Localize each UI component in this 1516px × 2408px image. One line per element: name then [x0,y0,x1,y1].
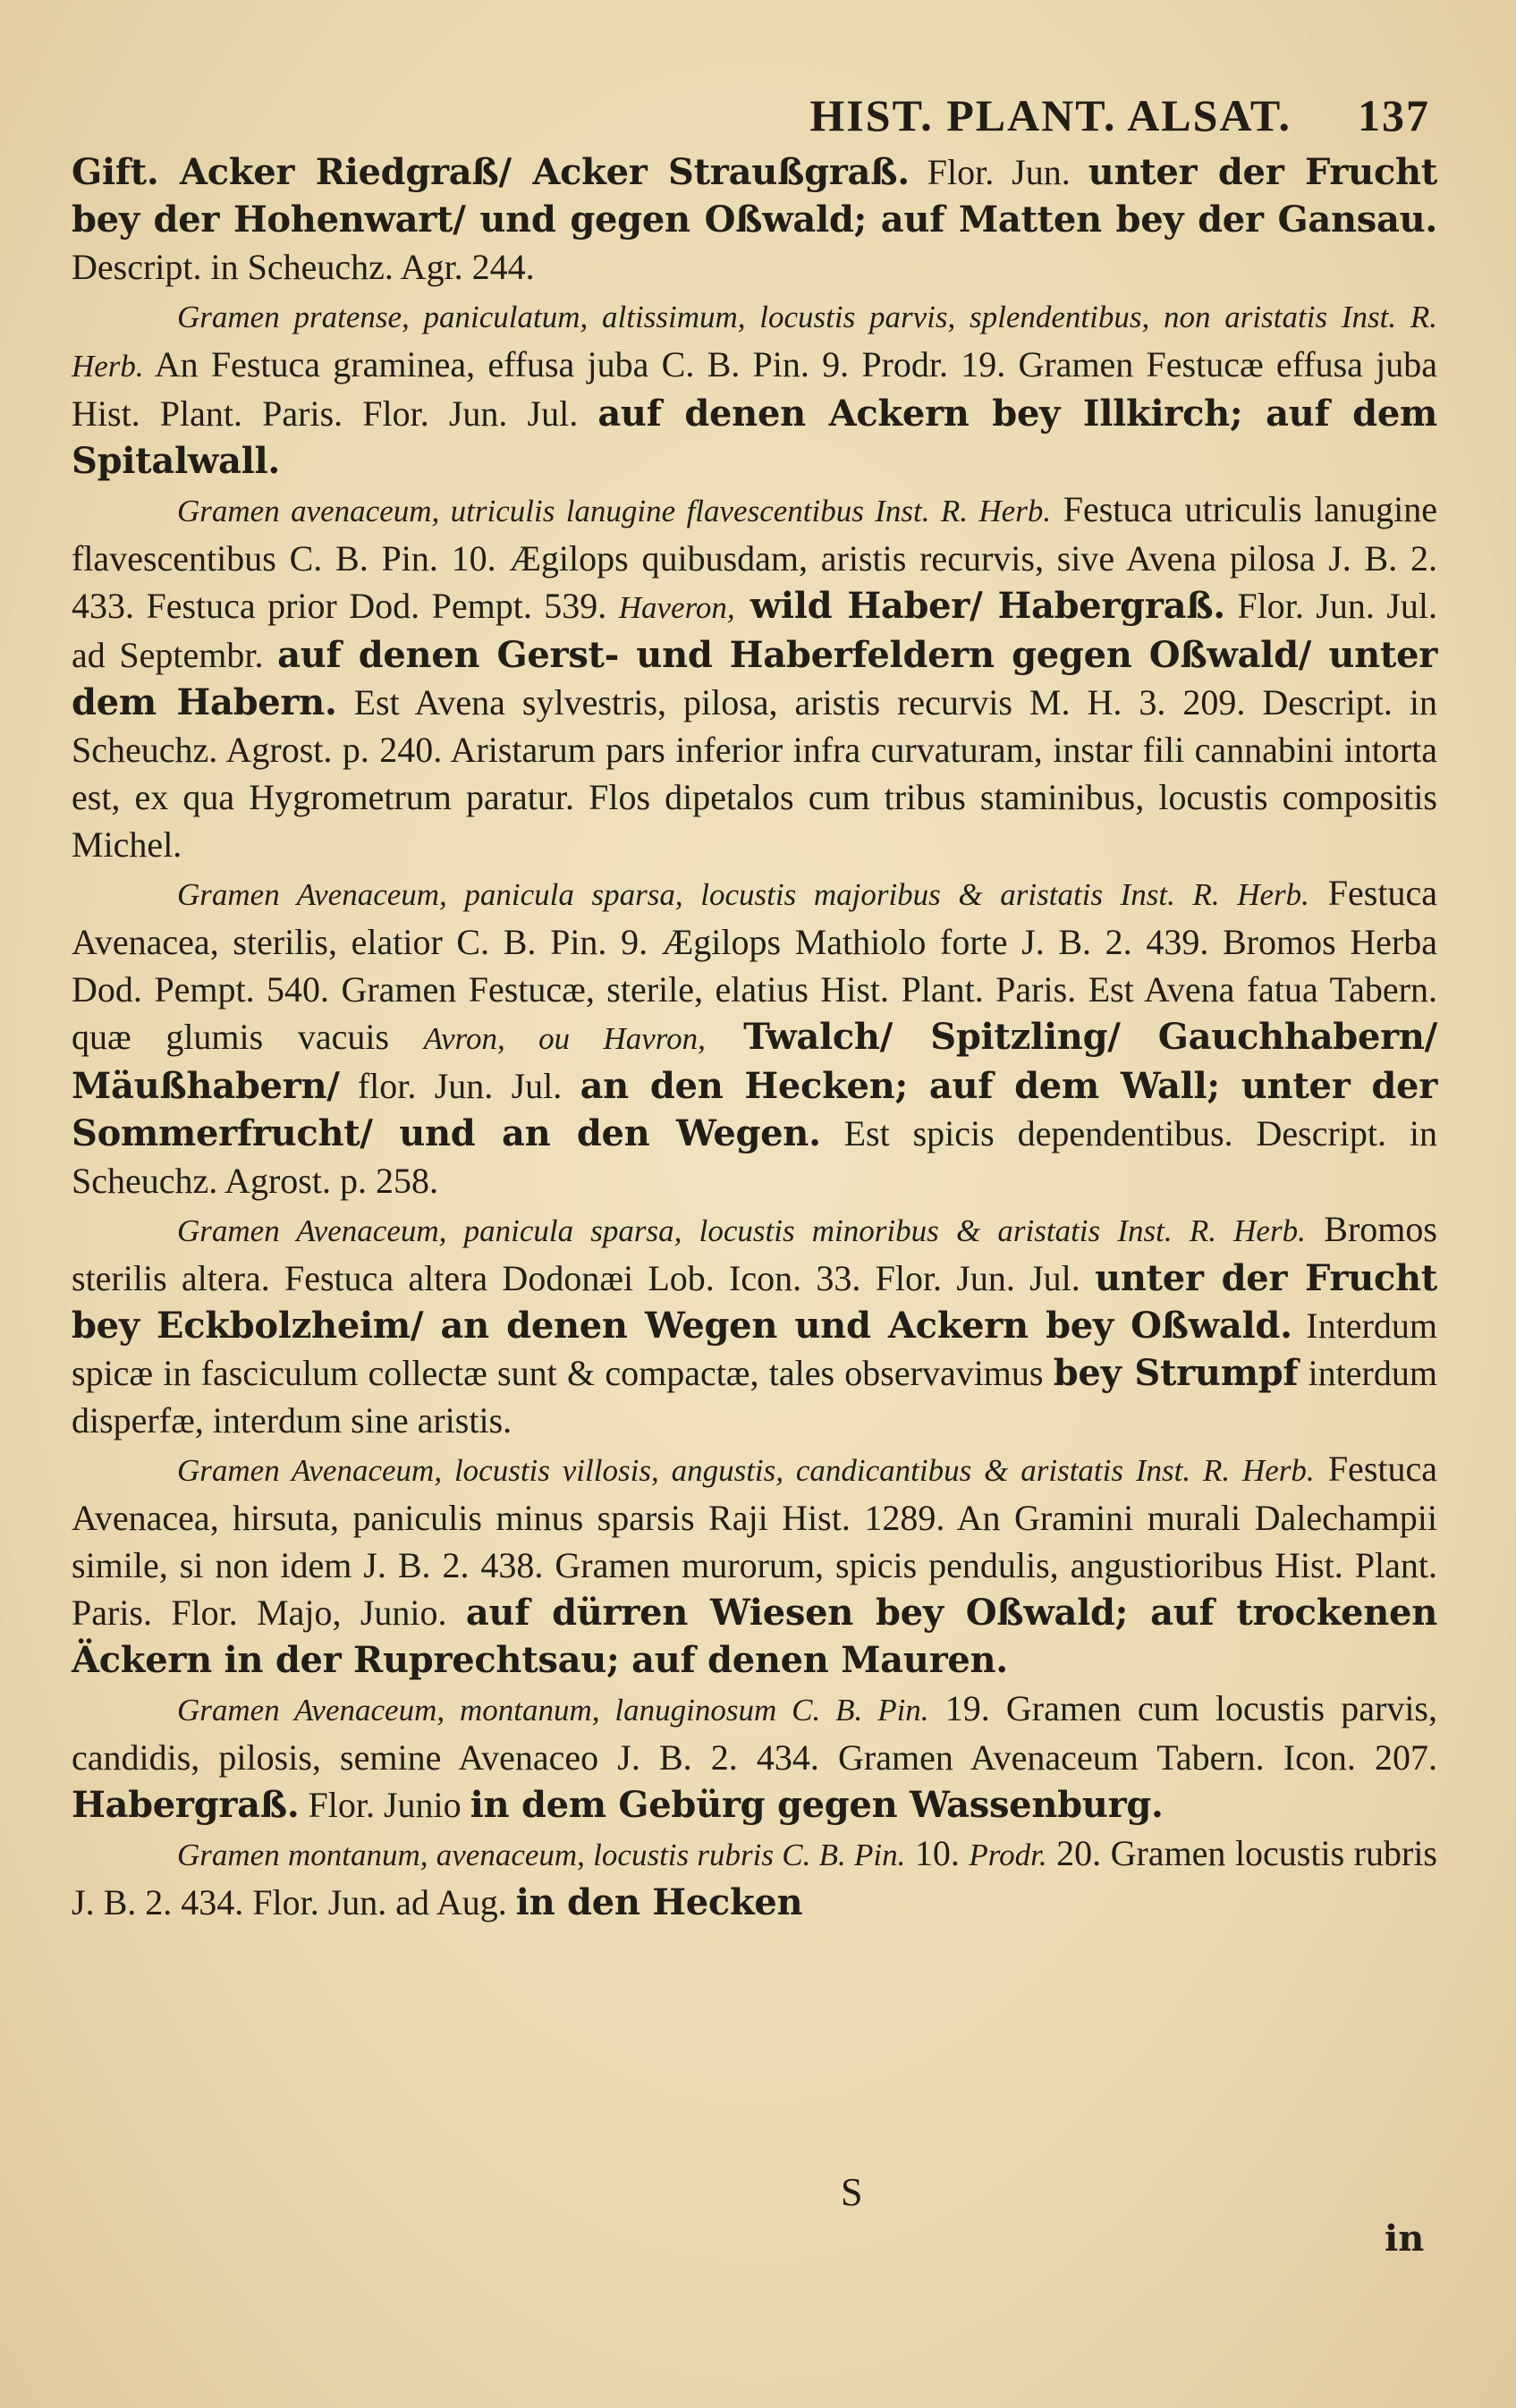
latin-roman-text: 10. [905,1833,970,1873]
latin-roman-text: 19. Gramen cum locustis parvis, candidis, pilosis, semine Avenaceo J. B. 2. 434. Gramen Avenaceum Tabern. Icon. 207. [72,1688,1437,1778]
latin-italic-text: Gramen Avenaceum, locustis villosis, angustis, candicantibus & aristatis Inst. R. Herb. [177,1453,1315,1488]
latin-roman-text: 20. Gramen locustis rubris J. B. 2. 434. Flor. Jun. ad Aug. [72,1833,1438,1922]
entry [72,1445,1437,1684]
entry [72,291,1437,485]
latin-italic-text: Gramen montanum, avenaceum, locustis rubris C. B. Pin. [177,1838,906,1872]
german-blackletter-text: Twalch/ Spitzling/ Gauchhabern/ Mäußhabern/ [72,1016,1437,1107]
latin-roman-text: interdum disperfæ, interdum sine aristis. [72,1353,1437,1441]
latin-roman-text: Descript. in Scheuchz. Agr. 244. [72,247,535,287]
german-blackletter-text: auf denen Gerst- und Haberfeldern gegen Oßwald/ unter dem Habern. [72,634,1437,723]
latin-italic-text: Gramen avenaceum, utriculis lanugine flavescentibus Inst. R. Herb. [177,494,1052,528]
entry [72,1829,1437,1926]
latin-roman-text: Interdum spicæ in fasciculum collectæ sunt & compactæ, tales observavimus [72,1305,1437,1393]
latin-roman-text: Est spicis dependentibus. Descript. in Scheuchz. Agrost. p. 258. [72,1113,1438,1201]
german-blackletter-text: Gift. Acker Riedgraß/ Acker Straußgraß. [72,151,910,193]
german-blackletter-text: auf dürren Wiesen bey Oßwald; auf trockenen Äckern in der Ruprechtsau; auf denen Mauren. [72,1592,1437,1681]
latin-roman-text: Bromos sterilis altera. Festuca altera Dodonæi Lob. Icon. 33. Flor. Jun. Jul. [72,1209,1437,1298]
entry [72,1205,1437,1444]
german-blackletter-text: unter der Frucht bey der Hohenwart/ und gegen Oßwald; auf Matten bey der Gansau. [72,151,1437,241]
german-blackletter-text: unter der Frucht bey Eckbolzheim/ an denen Wegen und Ackern bey Oßwald. [72,1257,1437,1347]
latin-roman-text: An Festuca graminea, effusa juba C. B. Pin. 9. Prodr. 19. Gramen Festucæ effusa juba Hist. Plant. Paris. Flor. Jun. Jul. [72,344,1437,434]
latin-roman-text: Flor. Jun. Jul. ad Septembr. [72,586,1437,675]
body-text [72,148,1437,1926]
latin-roman-text: Festuca Avenacea, hirsuta, paniculis minus sparsis Raji Hist. 1289. An Gramini murali Dalechampii simile, si non idem J. B. 2. 438. Gramen murorum, spicis pendulis, angustioribus Hist. Plant. Paris. Flor. Majo, Junio. [72,1449,1438,1633]
latin-italic-text: Gramen Avenaceum, panicula sparsa, locustis majoribus & aristatis Inst. R. Herb. [177,877,1309,912]
latin-roman-text: Festuca Avenacea, sterilis, elatior C. B. Pin. 9. Ægilops Mathiolo forte J. B. 2. 439. Bromos Herba Dod. Pempt. 540. Gramen Festucæ, sterile, elatius Hist. Plant. Paris. Est Avena fatua Tabern. quæ glumis vacuis [72,873,1437,1057]
latin-roman-text: Est Avena sylvestris, pilosa, aristis recurvis M. H. 3. 209. Descript. in Scheuchz. Agrost. p. 240. Aristarum pars inferior infra curvaturam, instar fili cannabini intorta est, ex qua Hygrometrum paratur. Flos dipetalos cum tribus staminibus, locustis compositis Michel. [72,682,1437,865]
latin-italic-text: Gramen Avenaceum, montanum, lanuginosum C. B. Pin. [177,1693,929,1728]
page-number: 137 [1358,90,1430,140]
entry [72,869,1437,1204]
entry [72,486,1437,868]
running-title: HIST. PLANT. ALSAT. [809,90,1292,140]
latin-italic-text: Prodr. [969,1838,1047,1872]
german-blackletter-text: wild Haber/ Habergraß. [734,585,1225,627]
german-blackletter-text: in dem Gebürg gegen Wassenburg. [470,1784,1164,1826]
latin-roman-text: flor. Jun. Jul. [339,1066,580,1106]
running-header [72,89,1437,141]
german-blackletter-text: bey Strumpf [1053,1352,1299,1394]
signature-mark: S [841,2170,863,2214]
latin-italic-text: Haveron, [618,590,735,625]
german-blackletter-text: an den Hecken; auf dem Wall; unter der Sommerfrucht/ und an den Wegen. [72,1065,1437,1154]
latin-roman-text: Flor. Jun. [909,152,1088,192]
german-blackletter-text: in den Hecken [515,1881,803,1923]
catchword: in [1385,2218,1425,2260]
german-blackletter-text: auf denen Ackern bey Illkirch; auf dem Spitalwall. [72,393,1437,482]
entry [72,148,1437,291]
german-blackletter-text: Habergraß. [72,1784,300,1826]
latin-roman-text: Flor. Junio [299,1785,470,1825]
latin-roman-text: Festuca utriculis lanugine flavescentibus C. B. Pin. 10. Ægilops quibusdam, aristis recurvis, sive Avena pilosa J. B. 2. 433. Festuca prior Dod. Pempt. 539. [72,489,1438,626]
entry [72,1685,1437,1829]
latin-italic-text: Gramen pratense, paniculatum, altissimum, locustis parvis, splendentibus, non aristatis Inst. R. Herb. [72,300,1437,384]
latin-italic-text: Gramen Avenaceum, panicula sparsa, locustis minoribus & aristatis Inst. R. Herb. [177,1213,1306,1248]
latin-italic-text: Avron, ou Havron, [423,1021,706,1056]
